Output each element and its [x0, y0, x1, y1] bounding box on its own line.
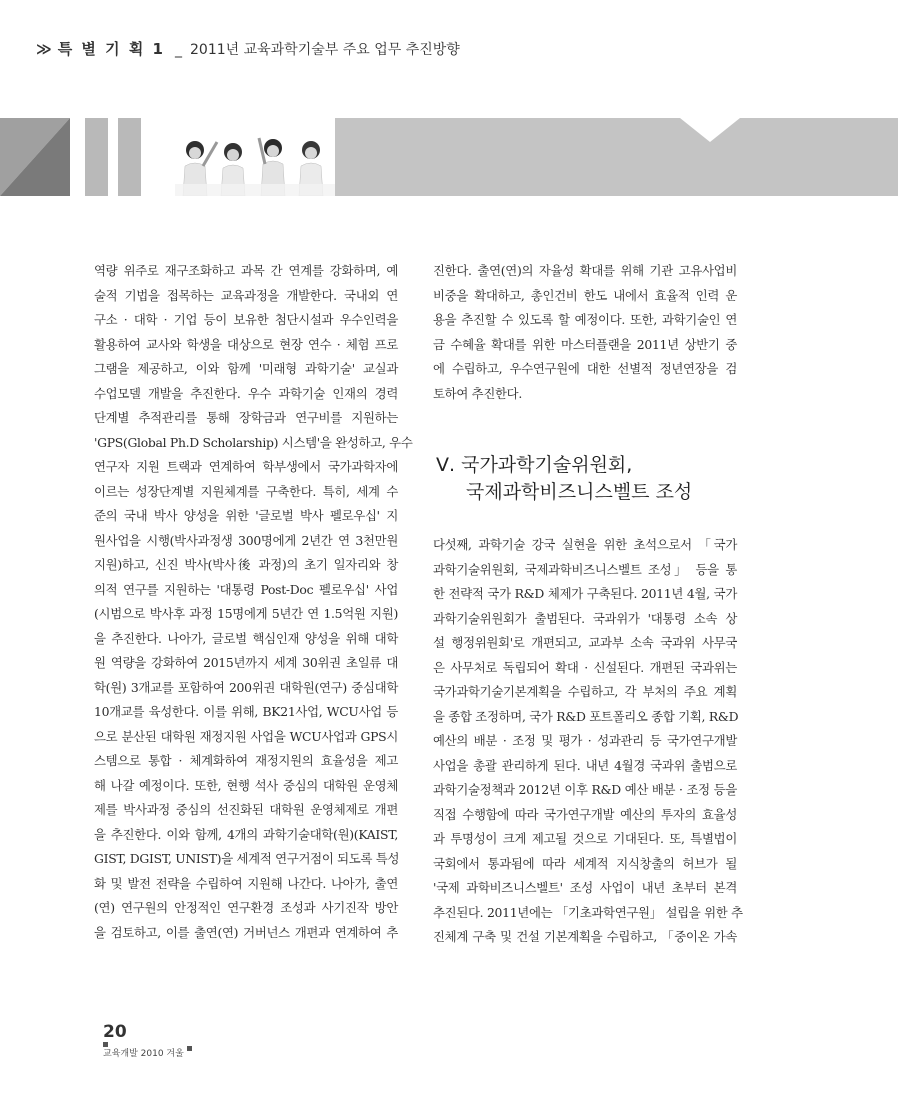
- text-line: 원사업을 시행(박사과정생 300명에게 2년간 연 3천만원: [94, 532, 398, 548]
- text-line: 준의 국내 박사 양성을 위한 '글로벌 박사 펠로우십' 지: [94, 508, 398, 523]
- text-line: (시범으로 박사후 과정 15명에게 5년간 연 1.5억원 지원): [94, 606, 398, 621]
- text-line: 역량 위주로 재구조화하고 과목 간 연계를 강화하며, 예: [94, 263, 398, 278]
- text-line: 한 전략적 국가 R&D 체제가 구축된다. 2011년 4월, 국가: [433, 586, 737, 601]
- text-line: '국제 과학비즈니스벨트' 조성 사업이 내년 초부터 본격: [433, 880, 737, 895]
- banner-bar-1: [85, 118, 108, 196]
- section-title-line-1: 국가과학기술위원회,: [461, 454, 633, 476]
- text-line: 을 추진한다. 나아가, 글로벌 핵심인재 양성을 위해 대학: [94, 630, 398, 646]
- text-line: 지원)하고, 신진 박사(박사後 과정)의 초기 일자리와 창: [94, 557, 398, 572]
- text-line: 다섯째, 과학기술 강국 실현을 위한 초석으로서 「국가: [433, 537, 737, 552]
- running-header: [36, 38, 460, 60]
- text-line: 을 종합 조정하며, 국가 R&D 포트폴리오 종합 기획, R&D: [433, 708, 739, 724]
- text-line: 에 수립하고, 우수연구원에 대한 선별적 정년연장을 검: [433, 361, 737, 376]
- double-chevron-icon: ≫: [36, 40, 52, 58]
- text-line: 과학기술위원회, 국제과학비즈니스벨트 조성」 등을 통: [433, 561, 737, 577]
- text-line: 학(원) 3개교를 포함하여 200위권 대학원(연구) 중심대학: [94, 679, 398, 695]
- text-line: 의적 연구를 지원하는 '대통령 Post-Doc 펠로우십' 사업: [94, 581, 398, 597]
- text-line: 을 추진한다. 이와 함께, 4개의 과학기술대학(원)(KAIST,: [94, 826, 398, 842]
- text-line: 구소 · 대학 · 기업 등이 보유한 첨단시설과 우수인력을: [94, 312, 398, 327]
- text-line: 국회에서 통과됨에 따라 세계적 지식창출의 허브가 될: [433, 855, 737, 871]
- publication-name: 교육개발 2010 겨울: [103, 1049, 184, 1059]
- text-line: 술적 기법을 접목하는 교육과정을 개발한다. 국내외 연: [94, 287, 398, 303]
- right-column-text-bottom: [433, 533, 743, 950]
- right-column-text-top: [433, 259, 737, 406]
- header-separator: _: [175, 42, 182, 58]
- text-line: 사업을 총괄 관리하게 된다. 내년 4월경 국과위 출범으로: [433, 757, 737, 773]
- text-line: 은 사무처로 독립되어 확대 · 신설된다. 개편된 국과위는: [433, 659, 737, 675]
- text-line: 추진된다. 2011년에는 「기초과학연구원」 설립을 위한 추: [433, 904, 743, 920]
- text-line: 화 및 발전 전략을 수립하여 지원해 나간다. 나아가, 출연: [94, 875, 398, 891]
- text-line: 용을 추진할 수 있도록 할 예정이다. 또한, 과학기술인 연: [433, 312, 737, 327]
- text-line: 과 투명성이 크게 제고될 것으로 기대된다. 또, 특별법이: [433, 831, 737, 846]
- text-line: 직접 수행함에 따라 국가연구개발 예산의 투자의 효율성: [433, 806, 737, 822]
- text-line: 과학기술정책과 2012년 이후 R&D 예산 배분 · 조정 등을: [433, 782, 737, 797]
- section-numeral: Ⅴ.: [436, 454, 456, 476]
- footer-square-icon: [187, 1046, 192, 1051]
- section-heading: [436, 452, 692, 506]
- text-line: 제를 박사과정 중심의 선진화된 대학원 운영체제로 개편: [94, 802, 398, 817]
- page-number: 20: [103, 1022, 127, 1042]
- text-line: 과학기술위원회가 출범된다. 국과위가 '대통령 소속 상: [433, 610, 737, 626]
- left-column-text: [94, 259, 413, 945]
- text-line: 원 역량을 강화하여 2015년까지 세계 30위권 초일류 대: [94, 655, 398, 670]
- text-line: 연구자 지원 트랙과 연계하여 학부생에서 국가과학자에: [94, 459, 398, 474]
- text-line: 해 나갈 예정이다. 또한, 현행 석사 중심의 대학원 운영체: [94, 777, 398, 793]
- text-line: 예산의 배분 · 조정 및 평가 · 성과관리 등 국가연구개발: [433, 733, 737, 748]
- section-title-line-2: 국제과학비즈니스벨트 조성: [466, 481, 693, 503]
- text-line: GIST, DGIST, UNIST)을 세계적 연구거점이 되도록 특성: [94, 851, 400, 866]
- text-line: 금 수혜율 확대를 위한 마스터플랜을 2011년 상반기 중: [433, 336, 737, 352]
- banner-notch-triangle-icon: [680, 118, 740, 142]
- text-line: 'GPS(Global Ph.D Scholarship) 시스템'을 완성하고, 우수: [94, 434, 413, 450]
- section-heading-line-1: [436, 452, 692, 479]
- text-line: 수업모델 개발을 추진한다. 우수 과학기술 인재의 경력: [94, 385, 398, 401]
- text-line: 단계별 추적관리를 통해 장학금과 연구비를 지원하는: [94, 410, 398, 425]
- text-line: 스템으로 통합 · 체계화하여 재정지원의 효율성을 제고: [94, 753, 398, 768]
- text-line: 10개교를 육성한다. 이를 위해, BK21사업, WCU사업 등: [94, 704, 398, 719]
- text-line: 비중을 확대하고, 총인건비 한도 내에서 효율적 인력 운: [433, 287, 737, 303]
- text-line: 활용하여 교사와 학생을 대상으로 현장 연수 · 체험 프로: [94, 336, 398, 352]
- text-line: 진체계 구축 및 건설 기본계획을 수립하고, 「중이온 가속: [433, 929, 737, 944]
- children-photo: [175, 128, 335, 196]
- banner-bar-2: [118, 118, 141, 196]
- text-line: 이르는 성장단계별 지원체계를 구축한다. 특히, 세계 수: [94, 483, 398, 499]
- text-line: (연) 연구원의 안정적인 연구환경 조성과 사기진작 방안: [94, 900, 398, 915]
- header-section-label: 특 별 기 획 1: [57, 40, 165, 58]
- decorative-banner: [0, 118, 898, 196]
- text-line: 으로 분산된 대학원 재정지원 사업을 WCU사업과 GPS시: [94, 728, 398, 744]
- text-line: 진한다. 출연(연)의 자율성 확대를 위해 기관 고유사업비: [433, 263, 737, 278]
- text-line: 설 행정위원회'로 개편되고, 교과부 소속 국과위 사무국: [433, 635, 737, 650]
- text-line: 을 검토하고, 이를 출연(연) 거버넌스 개편과 연계하여 추: [94, 924, 398, 940]
- text-line: 국가과학기술기본계획을 수립하고, 각 부처의 주요 계획: [433, 684, 737, 699]
- banner-band: [335, 118, 898, 196]
- header-subtitle: 2011년 교육과학기술부 주요 업무 추진방향: [190, 42, 460, 58]
- text-line: 그램을 제공하고, 이와 함께 '미래형 과학기술' 교실과: [94, 361, 398, 376]
- corner-triangle-icon: [0, 118, 70, 196]
- text-line: 토하여 추진한다.: [433, 385, 522, 401]
